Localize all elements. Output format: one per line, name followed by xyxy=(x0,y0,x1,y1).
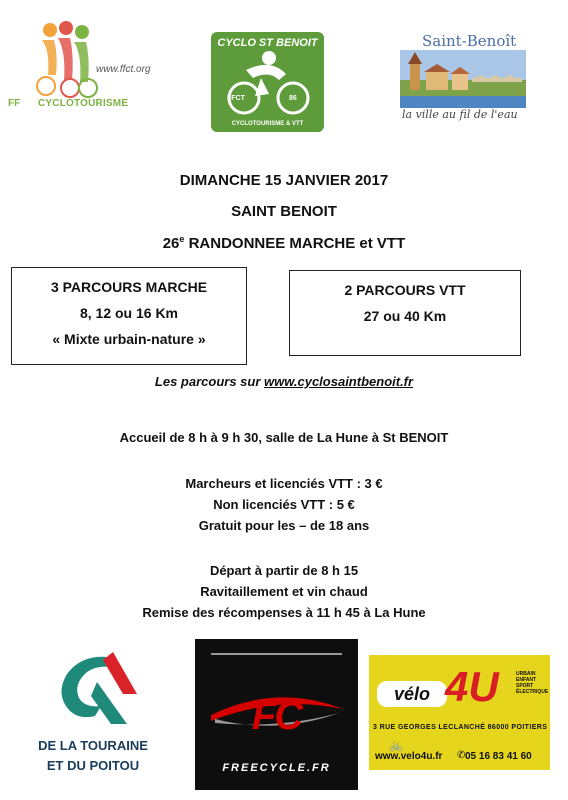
velo4u-categories xyxy=(516,671,548,695)
walk-line3: « Mixte urbain-nature » xyxy=(52,331,206,347)
accueil-line: Accueil de 8 h à 9 h 30, salle de La Hune à St BENOIT xyxy=(119,430,449,445)
velo4u-brand: vélo xyxy=(377,681,447,707)
village-illustration-icon xyxy=(400,50,526,108)
city-tagline: la ville au fil de l'eau xyxy=(402,108,518,121)
cyclist-icon xyxy=(211,48,324,116)
freecycle-logo xyxy=(195,639,358,790)
velo4u-logo xyxy=(369,655,550,770)
bike-line1: 2 PARCOURS VTT xyxy=(344,282,466,298)
edition-rest: RANDONNEE MARCHE et VTT xyxy=(184,235,406,252)
bank-line1: DE LA TOURAINE xyxy=(38,738,148,753)
bike-icon: 🚲 xyxy=(389,740,403,752)
parcours-link[interactable]: www.cyclosaintbenoit.fr xyxy=(264,374,414,389)
club-subtitle: CYCLOTOURISME & VTT xyxy=(231,121,304,127)
ffct-logo xyxy=(8,18,151,118)
price-line-1: Marcheurs et licenciés VTT : 3 € xyxy=(185,476,383,491)
freecycle-name: FREECYCLE.FR xyxy=(222,762,331,774)
freecycle-mark xyxy=(195,694,358,739)
bank-logo xyxy=(8,644,178,784)
phone-icon: ✆ xyxy=(457,750,466,761)
cyclists-figures-icon xyxy=(30,20,100,98)
velo4u-cat-4: ÉLECTRIQUE xyxy=(516,689,549,695)
velo4u-site[interactable]: www.velo4u.fr xyxy=(375,751,443,762)
remise-line: Remise des récompenses à 11 h 45 à La Hune xyxy=(142,605,426,620)
walk-line2: 8, 12 ou 16 Km xyxy=(79,305,179,321)
city-name: Saint-Benoît xyxy=(422,32,517,50)
edition-sup: e xyxy=(179,234,185,244)
parcours-prefix: Les parcours sur xyxy=(154,374,265,389)
price-line-2: Non licenciés VTT : 5 € xyxy=(213,497,355,512)
velo4u-cat-1: URBAIN xyxy=(516,671,536,677)
parcours-line xyxy=(0,374,568,389)
bank-line2: ET DU POITOU xyxy=(46,758,140,773)
depart-line: Départ à partir de 8 h 15 xyxy=(209,563,359,578)
freecycle-f: F xyxy=(251,694,275,738)
club-logo xyxy=(211,32,324,132)
walk-line1: 3 PARCOURS MARCHE xyxy=(50,279,208,295)
ffct-name: CYCLOTOURISME xyxy=(38,98,129,109)
velo4u-number: 4U xyxy=(445,663,499,710)
edition-number: 26 xyxy=(162,235,180,252)
club-badge-right: 86 xyxy=(289,95,297,102)
bike-box xyxy=(289,270,521,356)
bike-line2: 27 ou 40 Km xyxy=(363,308,447,324)
velo4u-phone[interactable]: 05 16 83 41 60 xyxy=(465,751,532,762)
city-logo xyxy=(398,30,528,126)
ffct-url: www.ffct.org xyxy=(96,64,151,75)
walk-box xyxy=(11,267,247,365)
velo4u-cat-2: ENFANT xyxy=(516,677,536,683)
freecycle-divider xyxy=(211,653,342,655)
event-title xyxy=(0,234,568,252)
bank-emblem-icon xyxy=(53,648,137,732)
ravito-line: Ravitaillement et vin chaud xyxy=(200,584,368,599)
club-title: CYCLO ST BENOIT xyxy=(217,37,318,49)
event-place: SAINT BENOIT xyxy=(231,203,337,220)
velo4u-address: 3 RUE GEORGES LECLANCHÉ 86000 POITIERS xyxy=(373,724,548,731)
club-badge-left: FFCT xyxy=(227,95,245,102)
event-date: DIMANCHE 15 JANVIER 2017 xyxy=(179,172,389,189)
ffct-ff: FF xyxy=(8,98,21,109)
velo4u-cat-3: SPORT xyxy=(516,683,534,689)
price-line-3: Gratuit pour les – de 18 ans xyxy=(198,518,370,533)
freecycle-c: C xyxy=(274,694,302,738)
